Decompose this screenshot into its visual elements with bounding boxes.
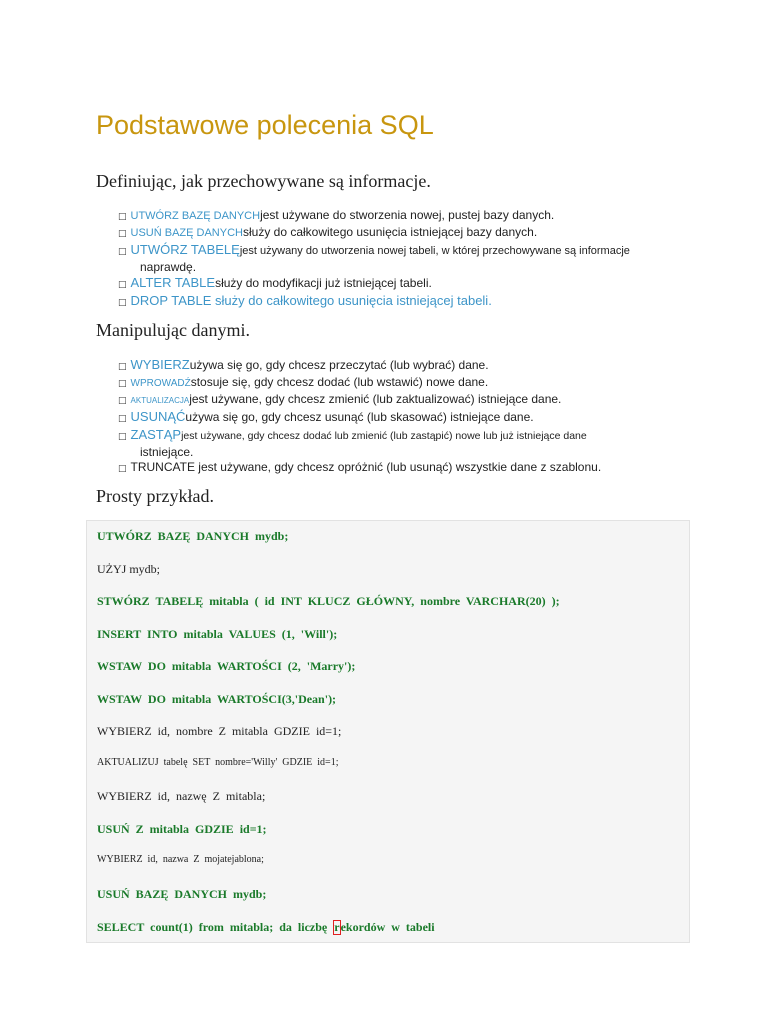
list-item [118, 427, 688, 460]
section-heading-definition: Definiując, jak przechowywane są informacje. [96, 171, 431, 191]
command-description-continuation: naprawdę. [140, 260, 197, 274]
code-line: WYBIERZ id, nazwa Z mojatejablona; [97, 854, 264, 865]
code-line: AKTUALIZUJ tabelę SET nombre='Willy' GDZIE id=1; [97, 757, 339, 768]
bullet-icon: □ [118, 229, 127, 239]
bullet-icon: □ [118, 362, 127, 372]
command-description: służy do całkowitego usunięcia istniejącej bazy danych. [242, 225, 538, 239]
list-item [118, 357, 688, 375]
code-line: WYBIERZ id, nombre Z mitabla GDZIE id=1; [97, 724, 342, 738]
command-keyword: USUNĄĆ [130, 409, 186, 424]
section-heading-manipulation: Manipulując danymi. [96, 320, 250, 340]
command-keyword: AKTUALIZACJA [130, 396, 190, 405]
bullet-icon: □ [118, 396, 127, 406]
list-item [118, 208, 688, 225]
command-keyword: UTWÓRZ BAZĘ DANYCH [130, 210, 261, 222]
list-item [118, 293, 688, 311]
code-line: UTWÓRZ BAZĘ DANYCH mydb; [97, 529, 289, 543]
command-keyword: ALTER TABLE [130, 275, 216, 290]
command-description: jest używane, gdy chcesz dodać lub zmienić (lub zastąpić) nowe lub już istniejące dane [181, 430, 587, 442]
code-line: USUŃ BAZĘ DANYCH mydb; [97, 887, 267, 901]
code-line: WSTAW DO mitabla WARTOŚCI (2, 'Marry'); [97, 659, 356, 673]
code-line: INSERT INTO mitabla VALUES (1, 'Will'); [97, 627, 338, 641]
bullet-icon: □ [118, 298, 127, 308]
list-item [118, 225, 688, 242]
page-title: Podstawowe polecenia SQL [96, 110, 434, 140]
command-description: jest używane, gdy chcesz zmienić (lub zaktualizować) istniejące dane. [189, 392, 562, 406]
manipulation-command-list [118, 357, 688, 477]
code-line: USUŃ Z mitabla GDZIE id=1; [97, 822, 267, 836]
command-description: jest używane do stworzenia nowej, pustej bazy danych. [260, 208, 555, 222]
command-description: używa się go, gdy chcesz przeczytać (lub wybrać) dane. [189, 358, 489, 372]
command-keyword: UTWÓRZ TABELĘ [130, 242, 240, 257]
code-line: WSTAW DO mitabla WARTOŚCI(3,'Dean'); [97, 692, 337, 706]
command-keyword: WPROWADŹ [130, 378, 191, 389]
code-line-select-count [97, 920, 435, 935]
command-description: używa się go, gdy chcesz usunąć (lub skasować) istniejące dane. [185, 410, 534, 424]
command-sentence: TRUNCATE jest używane, gdy chcesz opróżnić (lub usunąć) wszystkie dane z szablonu. [130, 460, 602, 474]
command-keyword: ZASTĄP [130, 427, 182, 442]
bullet-icon: □ [118, 280, 127, 290]
code-example-block [86, 520, 690, 943]
definition-command-list [118, 208, 688, 311]
bullet-icon: □ [118, 212, 127, 222]
code-line: STWÓRZ TABELĘ mitabla ( id INT KLUCZ GŁÓWNY, nombre VARCHAR(20) ); [97, 594, 560, 608]
command-keyword: WYBIERZ [130, 357, 190, 372]
bullet-icon: □ [118, 432, 127, 442]
command-description: jest używany do utworzenia nowej tabeli, w której przechowywane są informacje [239, 245, 630, 257]
bullet-icon: □ [118, 414, 127, 424]
code-line: UŻYJ mydb; [97, 562, 160, 576]
command-description: stosuje się, gdy chcesz dodać (lub wstawić) nowe dane. [190, 375, 489, 389]
bullet-icon: □ [118, 379, 127, 389]
code-line: WYBIERZ id, nazwę Z mitabla; [97, 789, 266, 803]
command-description: służy do modyfikacji już istniejącej tabeli. [215, 276, 432, 290]
text-cursor[interactable]: r [334, 920, 340, 934]
code-text: SELECT count(1) from mitabla; da liczbę [97, 920, 334, 934]
command-description-continuation: istniejące. [140, 445, 194, 459]
list-item [118, 275, 688, 293]
list-item [118, 375, 688, 392]
bullet-icon: □ [118, 247, 127, 257]
list-item [118, 392, 688, 409]
command-sentence: DROP TABLE służy do całkowitego usunięcia istniejącej tabeli. [130, 293, 492, 308]
section-heading-example: Prosty przykład. [96, 486, 214, 506]
list-item [118, 409, 688, 427]
command-keyword: USUŃ BAZĘ DANYCH [130, 227, 243, 239]
bullet-icon: □ [118, 464, 127, 474]
list-item [118, 242, 688, 275]
list-item [118, 460, 688, 477]
code-text: ekordów w tabeli [340, 920, 435, 934]
